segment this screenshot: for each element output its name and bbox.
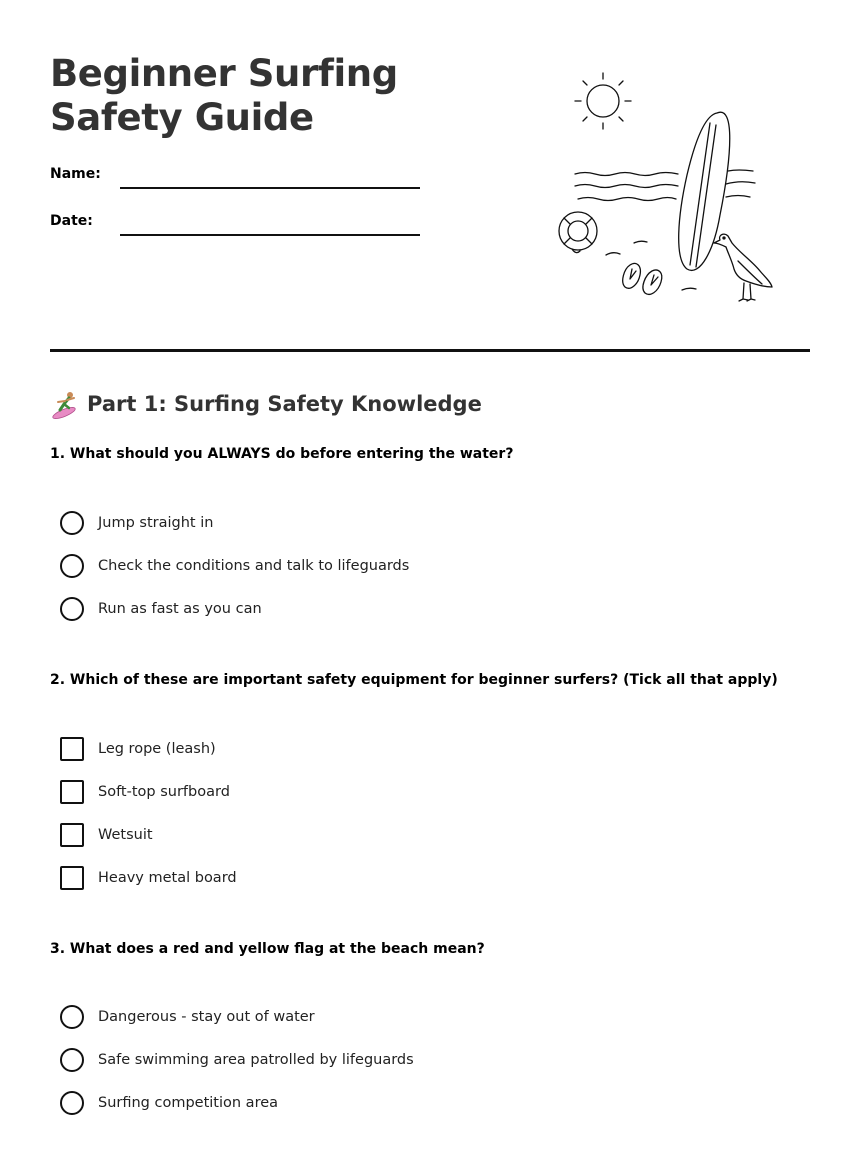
radio-button[interactable] xyxy=(60,1048,84,1072)
radio-button[interactable] xyxy=(60,1091,84,1115)
sun-icon xyxy=(575,73,631,129)
option-label: Heavy metal board xyxy=(98,870,237,886)
header-divider xyxy=(50,349,810,352)
option-label: Check the conditions and talk to lifeguards xyxy=(98,558,410,574)
option-label: Safe swimming area patrolled by lifeguards xyxy=(98,1052,414,1068)
option-label: Dangerous - stay out of water xyxy=(98,1009,315,1025)
question-2-option[interactable] xyxy=(60,779,230,805)
question-1-option[interactable] xyxy=(60,510,213,536)
question-3-prompt: 3. What does a red and yellow flag at the beach mean? xyxy=(50,941,485,957)
worksheet-title: Beginner Surfing Safety Guide xyxy=(50,52,398,139)
radio-button[interactable] xyxy=(60,597,84,621)
section-title-text: Part 1: Surfing Safety Knowledge xyxy=(87,392,482,416)
question-1-option[interactable] xyxy=(60,553,409,579)
question-2-option[interactable] xyxy=(60,822,153,848)
option-label: Soft-top surfboard xyxy=(98,784,230,800)
question-2-prompt: 2. Which of these are important safety equipment for beginner surfers? (Tick all that apply) xyxy=(50,672,778,688)
checkbox[interactable] xyxy=(60,737,84,761)
question-3-option[interactable] xyxy=(60,1090,278,1116)
option-label: Run as fast as you can xyxy=(98,601,262,617)
beach-illustration xyxy=(550,65,780,310)
question-3-option[interactable] xyxy=(60,1004,315,1030)
checkbox[interactable] xyxy=(60,866,84,890)
seagull-icon xyxy=(714,234,772,301)
question-2-option[interactable] xyxy=(60,736,216,762)
life-ring-icon xyxy=(559,212,597,253)
date-label: Date: xyxy=(50,213,93,229)
option-label: Leg rope (leash) xyxy=(98,741,216,757)
option-label: Surfing competition area xyxy=(98,1095,279,1111)
name-label: Name: xyxy=(50,166,101,182)
radio-button[interactable] xyxy=(60,511,84,535)
question-1-prompt: 1. What should you ALWAYS do before entering the water? xyxy=(50,446,514,462)
option-label: Jump straight in xyxy=(98,515,214,531)
option-label: Wetsuit xyxy=(98,827,153,843)
waves-icon xyxy=(575,170,755,201)
flip-flops-icon xyxy=(623,263,662,294)
section-title xyxy=(50,388,482,420)
surfboard-icon xyxy=(679,112,730,270)
checkbox[interactable] xyxy=(60,780,84,804)
radio-button[interactable] xyxy=(60,1005,84,1029)
date-field[interactable] xyxy=(120,234,420,236)
name-field[interactable] xyxy=(120,187,420,189)
question-3-option[interactable] xyxy=(60,1047,414,1073)
surfer-icon xyxy=(50,389,80,419)
question-1-option[interactable] xyxy=(60,596,262,622)
radio-button[interactable] xyxy=(60,554,84,578)
checkbox[interactable] xyxy=(60,823,84,847)
question-2-option[interactable] xyxy=(60,865,237,891)
